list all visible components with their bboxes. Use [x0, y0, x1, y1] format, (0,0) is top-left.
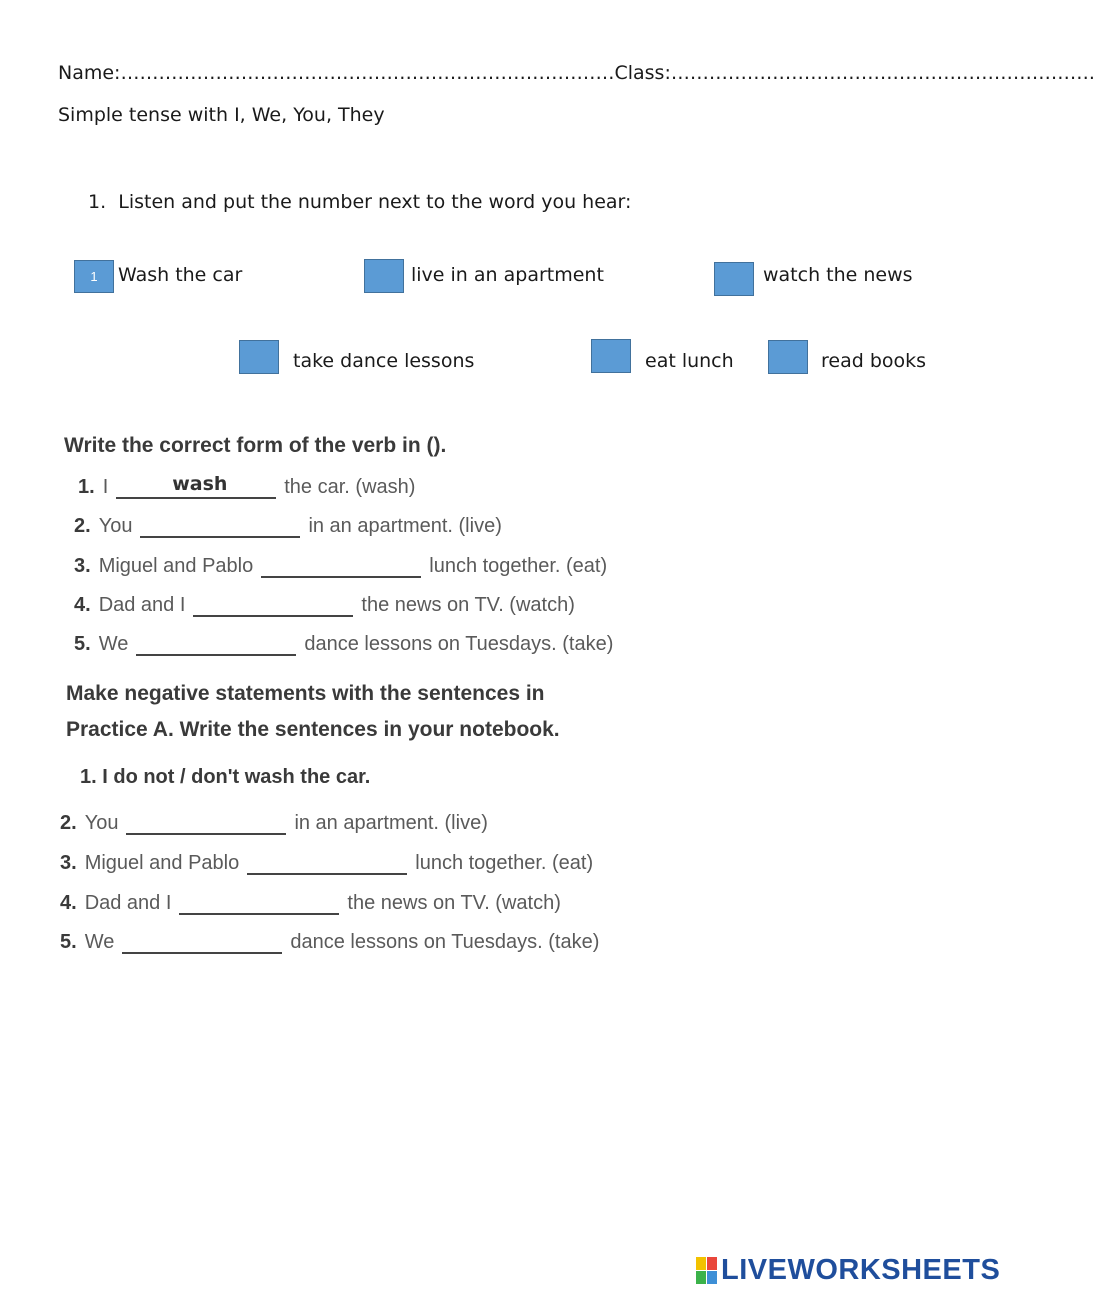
answer-input-live-in-an-apartment[interactable] — [365, 260, 403, 292]
item-number: 2. — [60, 812, 77, 834]
answer-box-watch-the-news[interactable] — [714, 262, 754, 296]
answer-input-read-books[interactable] — [769, 341, 807, 373]
practice-a-item-2 — [74, 514, 502, 538]
practice-b-item-3 — [60, 851, 593, 875]
answer-input[interactable] — [140, 513, 300, 534]
answer-text: wash — [172, 473, 228, 495]
answer-box-wash-the-car[interactable] — [74, 260, 114, 293]
item-subject: We — [84, 931, 115, 953]
item-subject: We — [98, 633, 129, 655]
item-number: 2. — [74, 515, 91, 537]
item-label-take-dance-lessons: take dance lessons — [293, 350, 475, 372]
name-field-label — [58, 62, 1095, 84]
answer-blank[interactable] — [261, 554, 421, 578]
answer-box-read-books[interactable] — [768, 340, 808, 374]
logo-text: LIVEWORKSHEETS — [721, 1254, 1001, 1286]
answer-blank[interactable] — [247, 851, 407, 875]
item-rest: in an apartment. (live) — [294, 812, 488, 834]
practice-a-item-5 — [74, 632, 613, 656]
answer-input-watch-the-news[interactable] — [715, 263, 753, 295]
item-rest: lunch together. (eat) — [429, 555, 608, 577]
item-subject: Miguel and Pablo — [98, 555, 254, 577]
practice-a-item-1 — [78, 475, 415, 499]
item-rest: in an apartment. (live) — [308, 515, 502, 537]
answer-input[interactable] — [179, 890, 339, 911]
item-rest: the news on TV. (watch) — [347, 892, 561, 914]
practice-a-item-4 — [74, 593, 575, 617]
item-number: 4. — [60, 892, 77, 914]
item-rest: lunch together. (eat) — [415, 852, 594, 874]
item-label-eat-lunch: eat lunch — [645, 350, 734, 372]
name-label: Name:…………………………………………………………………… — [58, 62, 615, 84]
practice-b-title-line-1: Make negative statements with the sentences in — [66, 682, 545, 705]
answer-blank[interactable] — [122, 930, 282, 954]
answer-box-eat-lunch[interactable] — [591, 339, 631, 373]
item-number: 5. — [60, 931, 77, 953]
answer-input-eat-lunch[interactable] — [592, 340, 630, 372]
answer-blank[interactable] — [179, 891, 339, 915]
item-label-wash-the-car: Wash the car — [118, 264, 243, 286]
answer-input[interactable] — [136, 631, 296, 652]
answer-blank[interactable] — [193, 593, 353, 617]
answer-input-wash-the-car[interactable] — [75, 261, 113, 292]
answer-blank[interactable] — [140, 514, 300, 538]
item-number: 3. — [60, 852, 77, 874]
answer-input-take-dance-lessons[interactable] — [240, 341, 278, 373]
item-subject: I — [102, 476, 109, 498]
practice-b-item-2 — [60, 811, 488, 835]
liveworksheets-logo[interactable] — [696, 1254, 1000, 1287]
item-number: 5. — [74, 633, 91, 655]
answer-blank[interactable] — [116, 475, 276, 499]
practice-b-example: 1. I do not / don't wash the car. — [80, 766, 371, 788]
class-label: Class:…………………………………………………………. — [614, 62, 1095, 84]
item-number: 4. — [74, 594, 91, 616]
practice-b-title-line-2: Practice A. Write the sentences in your notebook. — [66, 718, 560, 741]
practice-a-title: Write the correct form of the verb in (). — [64, 434, 447, 457]
listening-instruction — [88, 191, 631, 213]
item-label-live-in-an-apartment: live in an apartment — [411, 264, 604, 286]
item-rest: dance lessons on Tuesdays. (take) — [304, 633, 614, 655]
item-subject: Dad and I — [84, 892, 172, 914]
answer-input[interactable] — [122, 929, 282, 950]
answer-input[interactable] — [193, 592, 353, 613]
item-subject: Miguel and Pablo — [84, 852, 240, 874]
answer-input[interactable] — [126, 810, 286, 831]
item-subject: You — [84, 812, 119, 834]
practice-b-item-5 — [60, 930, 599, 954]
item-label-read-books: read books — [821, 350, 927, 372]
answer-blank[interactable] — [136, 632, 296, 656]
worksheet-subtitle: Simple tense with I, We, You, They — [58, 104, 385, 126]
logo-mark-icon — [696, 1257, 718, 1285]
item-subject: Dad and I — [98, 594, 186, 616]
practice-b-item-4 — [60, 891, 561, 915]
answer-input[interactable] — [247, 850, 407, 871]
item-rest: dance lessons on Tuesdays. (take) — [290, 931, 600, 953]
item-number: 1. — [78, 476, 95, 498]
answer-box-take-dance-lessons[interactable] — [239, 340, 279, 374]
item-label-watch-the-news: watch the news — [763, 264, 913, 286]
answer-box-live-in-an-apartment[interactable] — [364, 259, 404, 293]
item-rest: the news on TV. (watch) — [361, 594, 575, 616]
item-rest: the car. (wash) — [284, 476, 416, 498]
answer-input[interactable] — [261, 553, 421, 574]
item-subject: You — [98, 515, 133, 537]
instruction-text: Listen and put the number next to the word you hear: — [118, 191, 632, 213]
practice-a-item-3 — [74, 554, 607, 578]
answer-blank[interactable] — [126, 811, 286, 835]
item-number: 3. — [74, 555, 91, 577]
instruction-number: 1. — [88, 191, 107, 213]
